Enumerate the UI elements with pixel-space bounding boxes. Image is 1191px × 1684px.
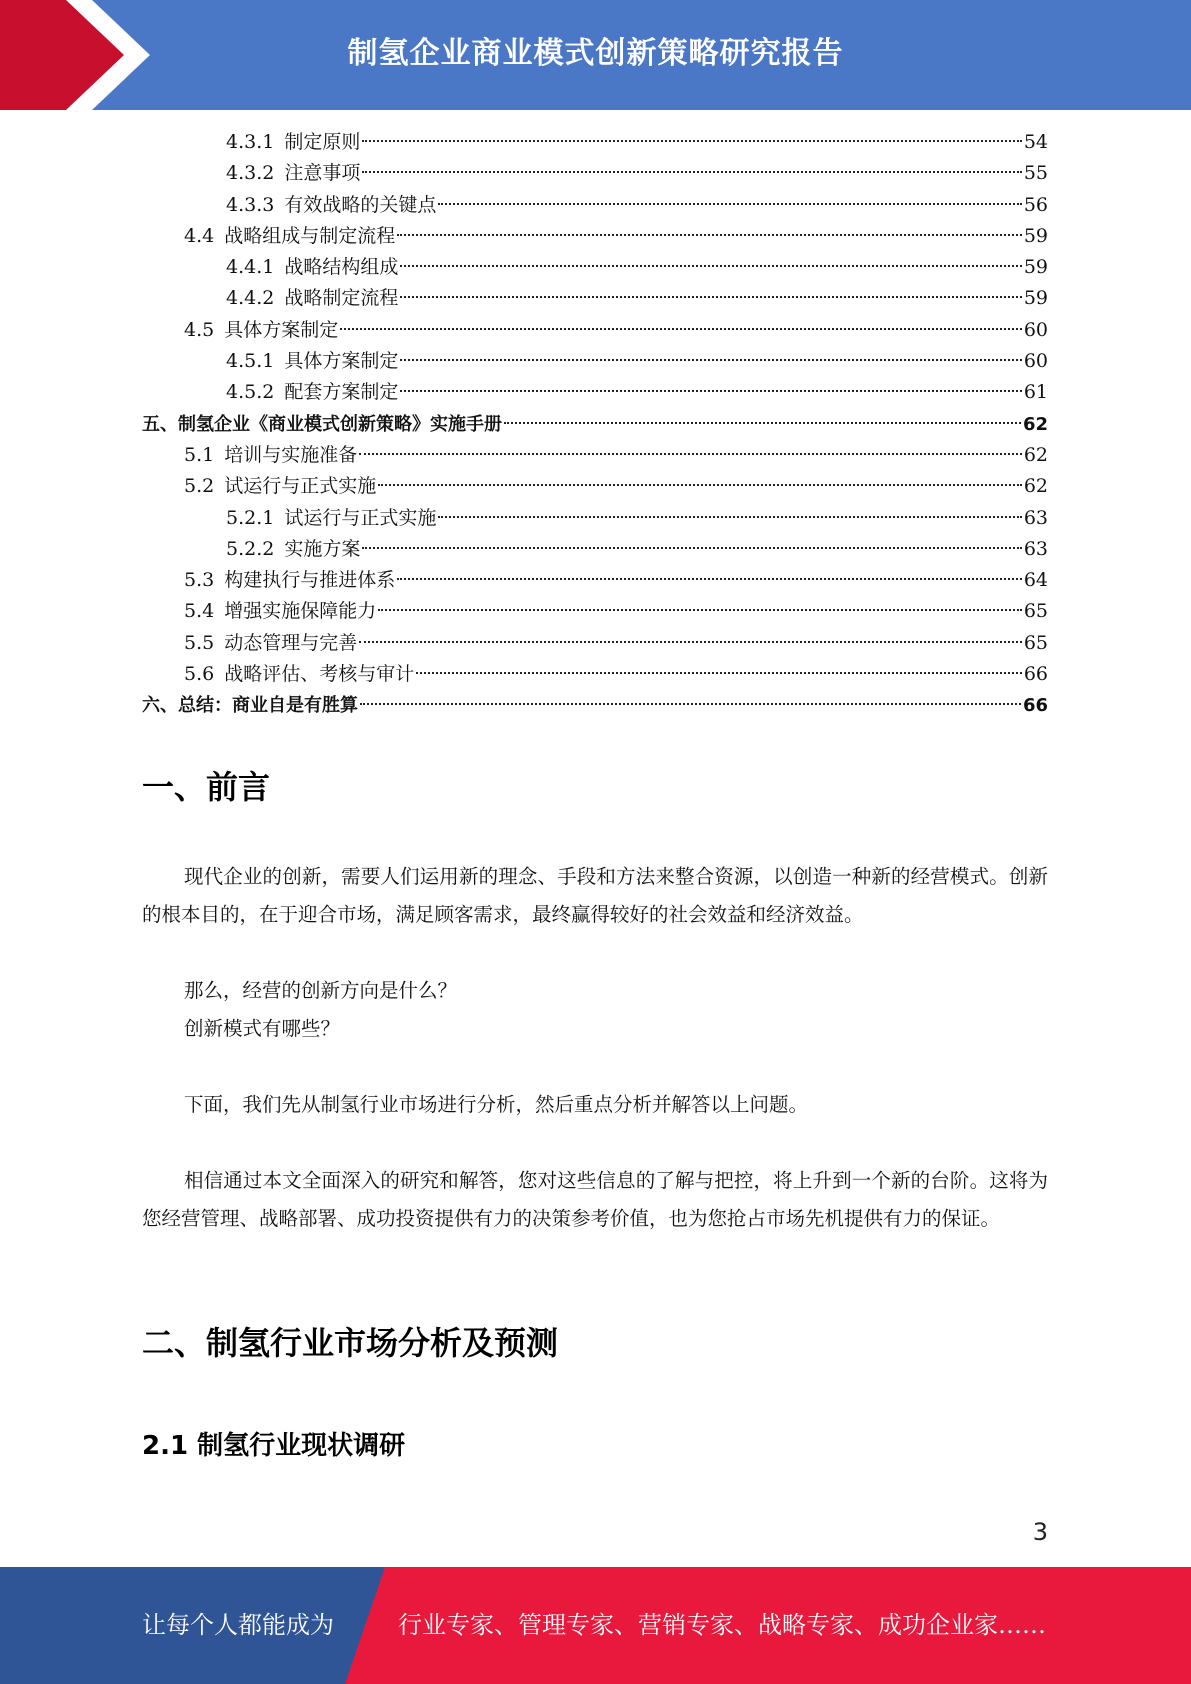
toc-entry[interactable] bbox=[142, 503, 1048, 534]
toc-entry-page: 60 bbox=[1023, 350, 1048, 373]
preface-question-2: 创新模式有哪些？ bbox=[184, 1017, 341, 1040]
toc-entry[interactable] bbox=[142, 628, 1048, 659]
toc-dot-leader bbox=[359, 641, 1022, 643]
toc-entry-number: 4.3.3 bbox=[226, 193, 275, 216]
toc-entry-page: 55 bbox=[1023, 162, 1048, 185]
toc-dot-leader bbox=[397, 234, 1022, 236]
toc-entry[interactable] bbox=[142, 221, 1048, 252]
toc-entry-title: 试运行与正式实施 bbox=[284, 506, 437, 529]
toc-entry[interactable] bbox=[142, 346, 1048, 377]
toc-dot-leader bbox=[378, 609, 1022, 611]
toc-entry-number: 4.3.1 bbox=[226, 131, 275, 153]
toc-dot-leader bbox=[400, 359, 1021, 361]
toc-entry-page: 66 bbox=[1023, 663, 1048, 686]
preface-paragraph-2: 下面，我们先从制氢行业市场进行分析，然后重点分析并解答以上问题。 bbox=[184, 1093, 809, 1116]
toc-entry[interactable] bbox=[142, 534, 1048, 565]
toc-entry-number: 4.3.2 bbox=[226, 162, 275, 185]
preface-paragraph-1: 现代企业的创新，需要人们运用新的理念、手段和方法来整合资源，以创造一种新的经营模式。创新的根本目的，在于迎合市场，满足顾客需求，最终赢得较好的社会效益和经济效益。 bbox=[142, 865, 1048, 926]
toc-dot-leader bbox=[438, 203, 1021, 205]
toc-entry[interactable] bbox=[142, 565, 1048, 596]
toc-dot-leader bbox=[438, 516, 1021, 518]
toc-entry-title: 战略组成与制定流程 bbox=[224, 224, 396, 247]
toc-entry-title: 注意事项 bbox=[284, 162, 361, 185]
toc-dot-leader bbox=[416, 672, 1022, 674]
toc-entry-page: 60 bbox=[1023, 318, 1048, 341]
toc-entry-title: 具体方案制定 bbox=[224, 318, 339, 341]
toc-dot-leader bbox=[400, 265, 1021, 267]
toc-entry-page: 63 bbox=[1023, 506, 1048, 529]
page-number: 3 bbox=[1032, 1518, 1048, 1546]
toc-dot-leader bbox=[400, 296, 1021, 298]
toc-dot-leader bbox=[362, 171, 1021, 173]
toc-entry-page: 59 bbox=[1023, 256, 1048, 279]
toc-entry-number: 4.5.2 bbox=[226, 381, 275, 404]
toc-entry[interactable] bbox=[142, 377, 1048, 408]
toc-dot-leader bbox=[360, 703, 1021, 705]
toc-entry-title: 实施方案 bbox=[284, 537, 361, 560]
header-title: 制氢企业商业模式创新策略研究报告 bbox=[347, 36, 844, 71]
toc-entry[interactable] bbox=[142, 190, 1048, 221]
toc-entry-number: 5.2.1 bbox=[226, 506, 275, 529]
footer-slogan-right: 行业专家、管理专家、营销专家、战略专家、成功企业家…… bbox=[398, 1611, 1046, 1639]
toc-entry-number: 5.5 bbox=[184, 631, 215, 654]
toc-entry-number: 4.4.2 bbox=[226, 287, 275, 310]
page-footer bbox=[0, 1567, 1191, 1684]
toc-entry-page: 65 bbox=[1023, 600, 1048, 623]
toc-entry-title: 构建执行与推进体系 bbox=[224, 569, 396, 592]
toc-dot-leader bbox=[362, 140, 1021, 142]
toc-entry-number: 4.5 bbox=[184, 318, 215, 341]
toc-entry[interactable] bbox=[142, 283, 1048, 314]
toc-entry-number: 4.5.1 bbox=[226, 350, 275, 373]
toc-entry[interactable] bbox=[142, 315, 1048, 346]
toc-dot-leader bbox=[378, 484, 1022, 486]
toc-entry[interactable] bbox=[142, 409, 1048, 440]
toc-entry-number: 5.4 bbox=[184, 600, 215, 623]
preface-paragraph-3: 相信通过本文全面深入的研究和解答，您对这些信息的了解与把控，将上升到一个新的台阶。这将为您经营管理、战略部署、成功投资提供有力的决策参考价值，也为您抢占市场先机提供有力的保证。 bbox=[142, 1169, 1048, 1230]
toc-entry-title: 战略评估、考核与审计 bbox=[224, 663, 415, 686]
table-of-contents bbox=[142, 127, 1048, 722]
toc-entry-title: 增强实施保障能力 bbox=[224, 600, 377, 623]
toc-entry-title: 动态管理与完善 bbox=[224, 631, 358, 654]
toc-entry-number: 4.4 bbox=[184, 224, 215, 247]
toc-dot-leader bbox=[400, 390, 1021, 392]
toc-entry-number: 5.3 bbox=[184, 569, 215, 592]
toc-entry-title: 战略结构组成 bbox=[284, 256, 399, 279]
toc-entry-page: 54 bbox=[1023, 131, 1048, 153]
toc-entry-page: 64 bbox=[1023, 569, 1048, 592]
toc-entry-title: 配套方案制定 bbox=[284, 381, 399, 404]
toc-dot-leader bbox=[359, 453, 1022, 455]
toc-dot-leader bbox=[504, 422, 1021, 424]
toc-entry-page: 62 bbox=[1022, 413, 1048, 435]
toc-entry-page: 56 bbox=[1023, 193, 1048, 216]
toc-dot-leader bbox=[362, 547, 1021, 549]
toc-entry[interactable] bbox=[142, 252, 1048, 283]
toc-entry-page: 62 bbox=[1023, 443, 1048, 466]
preface-question-1: 那么，经营的创新方向是什么？ bbox=[184, 979, 458, 1002]
section-heading-preface: 一、前言 bbox=[142, 768, 271, 806]
toc-entry-page: 61 bbox=[1023, 381, 1048, 404]
toc-entry-title: 具体方案制定 bbox=[284, 350, 399, 373]
toc-entry-page: 59 bbox=[1023, 224, 1048, 247]
toc-entry[interactable] bbox=[142, 440, 1048, 471]
toc-entry-title: 有效战略的关键点 bbox=[284, 193, 437, 216]
toc-entry-title: 培训与实施准备 bbox=[224, 443, 358, 466]
subsection-heading-status-research: 2.1 制氢行业现状调研 bbox=[142, 1431, 406, 1461]
toc-entry-title: 六、总结：商业自是有胜算 bbox=[142, 695, 358, 717]
toc-entry-page: 63 bbox=[1023, 537, 1048, 560]
toc-entry[interactable] bbox=[142, 471, 1048, 502]
toc-entry[interactable] bbox=[142, 127, 1048, 158]
toc-entry-title: 制定原则 bbox=[284, 131, 361, 153]
toc-entry-number: 5.1 bbox=[184, 443, 215, 466]
toc-entry[interactable] bbox=[142, 158, 1048, 189]
toc-entry-page: 66 bbox=[1022, 695, 1048, 717]
toc-dot-leader bbox=[397, 578, 1022, 580]
footer-slogan-left: 让每个人都能成为 bbox=[142, 1611, 334, 1639]
toc-entry-page: 62 bbox=[1023, 475, 1048, 498]
toc-dot-leader bbox=[340, 328, 1022, 330]
toc-entry-number: 5.2.2 bbox=[226, 537, 275, 560]
toc-entry-number: 4.4.1 bbox=[226, 256, 275, 279]
toc-entry-title: 试运行与正式实施 bbox=[224, 475, 377, 498]
toc-entry-page: 59 bbox=[1023, 287, 1048, 310]
toc-entry[interactable] bbox=[142, 690, 1048, 721]
toc-entry[interactable] bbox=[142, 659, 1048, 690]
toc-entry-title: 战略制定流程 bbox=[284, 287, 399, 310]
toc-entry-page: 65 bbox=[1023, 631, 1048, 654]
toc-entry-title: 五、制氢企业《商业模式创新策略》实施手册 bbox=[142, 413, 502, 435]
page-header bbox=[0, 0, 1191, 110]
section-heading-market-analysis: 二、制氢行业市场分析及预测 bbox=[142, 1324, 559, 1362]
toc-entry-number: 5.6 bbox=[184, 663, 215, 686]
toc-entry-number: 5.2 bbox=[184, 475, 215, 498]
toc-entry[interactable] bbox=[142, 596, 1048, 627]
